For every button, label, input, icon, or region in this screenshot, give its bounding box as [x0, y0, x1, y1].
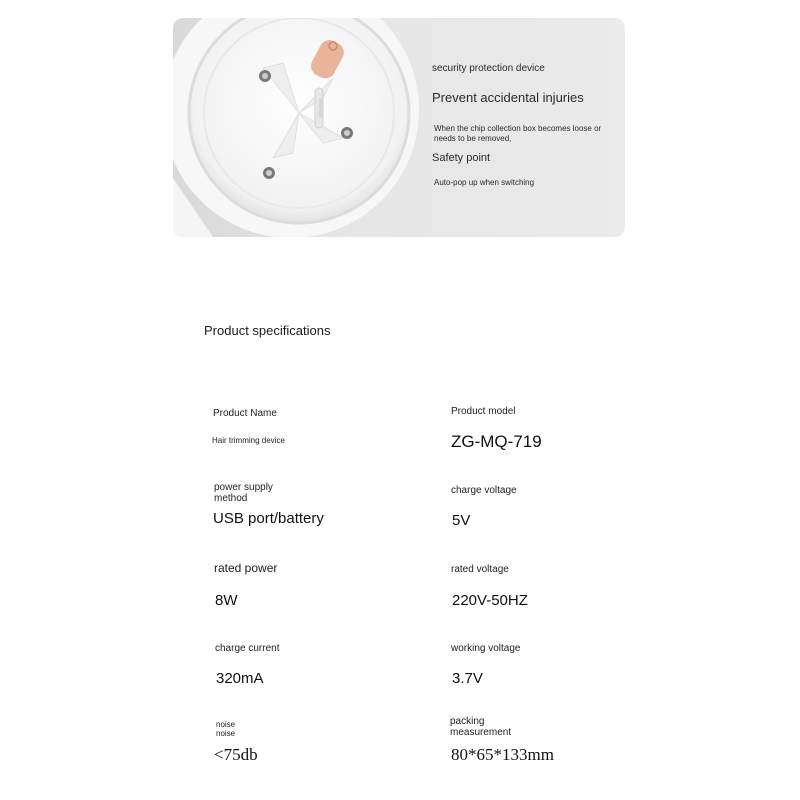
spec-label: packing measurement: [450, 716, 512, 738]
spec-value: USB port/battery: [213, 510, 324, 527]
spec-value: 8W: [215, 592, 238, 609]
auto-popup-note: Auto-pop up when switching: [434, 178, 535, 187]
spec-label: working voltage: [451, 643, 521, 654]
spec-value: ZG-MQ-719: [451, 432, 542, 451]
banner-subheading: Prevent accidental injuries: [432, 90, 584, 105]
spec-title: Product specifications: [204, 323, 331, 338]
banner-heading: security protection device: [432, 63, 545, 74]
spec-value: <75db: [214, 745, 258, 764]
spec-value: 3.7V: [452, 670, 483, 687]
spec-label: noise: [216, 729, 236, 738]
spec-label: power supply method: [214, 482, 273, 504]
spec-value: Hair trimming device: [212, 436, 285, 445]
product-banner: [173, 18, 625, 237]
spec-value: 5V: [452, 512, 471, 529]
spec-value: 320mA: [216, 670, 264, 687]
spec-label: noise: [216, 720, 236, 729]
spec-label: rated power: [214, 561, 278, 575]
spec-label: charge voltage: [451, 485, 517, 496]
spec-value: 220V-50HZ: [452, 592, 528, 609]
spec-value: 80*65*133mm: [451, 745, 554, 764]
spec-label: charge current: [215, 643, 280, 654]
banner-note: When the chip collection box becomes loose or needs to be removed,: [434, 124, 602, 143]
spec-label: Product model: [451, 406, 516, 417]
spec-label: Product Name: [213, 408, 277, 419]
safety-point-label: Safety point: [432, 152, 491, 164]
spec-label: rated voltage: [451, 564, 509, 575]
